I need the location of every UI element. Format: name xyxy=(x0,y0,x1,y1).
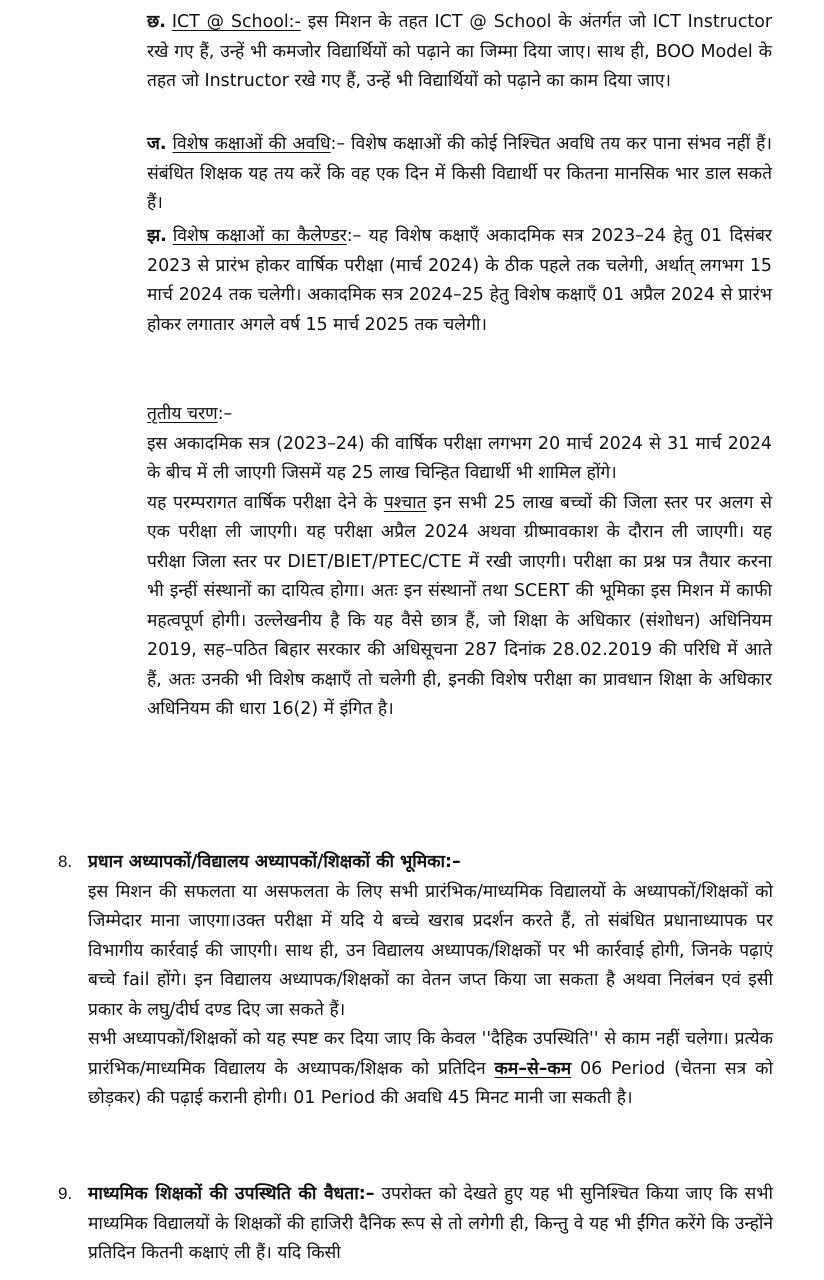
section-heading-suffix: :– xyxy=(346,226,362,246)
section-ja xyxy=(147,130,772,219)
item-heading: माध्यमिक शिक्षकों की उपस्थिति की वैधता xyxy=(88,1184,359,1204)
section-text: इस मिशन के तहत ICT @ School के अंतर्गत जो ICT Instructor रखे गए हैं, उन्हें भी कमजोर विद्यार्थियों को पढ़ाने का जिम्मा दिया जाए। साथ ही, BOO Model के तहत जो Instructor रखे गए हैं, उन्हें भी विद्यार्थियों को पढ़ाने का काम दिया जाए। xyxy=(147,12,772,91)
phase-paragraph-1: इस अकादमिक सत्र (2023–24) की वार्षिक परीक्षा लगभग 20 मार्च 2024 से 31 मार्च 2024 के बीच में ली जाएगी जिसमें यह 25 लाख चिन्हित विद्यार्थी भी शामिल होंगे। xyxy=(147,433,772,483)
section-chha xyxy=(147,8,772,97)
phase-paragraph-2-underlined: पश्चात xyxy=(383,492,427,513)
section-heading: विशेष कक्षाओं का कैलेण्डर xyxy=(172,226,347,246)
item-paragraph-2-rest: 06 Period (चेतना सत्र को छोड़कर) की पढ़ाई करानी होगी। 01 Period की अवधि 45 मिनट मानी जा सकती है। xyxy=(88,1058,773,1108)
item-paragraph-2-emphasis: कम–से–कम xyxy=(494,1058,572,1079)
section-marker: ज. xyxy=(147,134,167,154)
section-marker: झ. xyxy=(147,226,167,246)
phase-heading: तृतीय चरण xyxy=(147,404,218,424)
section-marker: छ. xyxy=(147,12,166,32)
section-text: यह विशेष कक्षाएँ अकादमिक सत्र 2023–24 हेतु 01 दिसंबर 2023 से प्रारंभ होकर वार्षिक परीक्षा (मार्च 2024) के ठीक पहले तक चलेगी, अर्थात् लगभग 15 मार्च 2024 तक चलेगी। अकादमिक सत्र 2024–25 हेतु विशेष कक्षाएँ 01 अप्रैल 2024 से प्रारंभ होकर लगातार अगले वर्ष 15 मार्च 2025 तक चलेगी। xyxy=(147,226,772,335)
item-number: 9. xyxy=(58,1184,73,1203)
section-heading: ICT @ School:- xyxy=(171,12,301,32)
phase-paragraph-2-start: यह परम्परागत वार्षिक परीक्षा देने के xyxy=(147,492,384,513)
phase-heading-suffix: :– xyxy=(217,404,233,424)
section-text: विशेष कक्षाओं की कोई निश्चित अवधि तय कर पाना संभव नहीं हैं। संबंधित शिक्षक यह तय करें कि वह एक दिन में किसी विद्यार्थी पर कितना मानसिक भार डाल सकते हैं। xyxy=(147,134,772,213)
section-item-8 xyxy=(88,848,773,1114)
section-third-phase xyxy=(147,400,772,725)
item-heading-suffix: :– xyxy=(445,852,461,872)
section-heading-suffix: :– xyxy=(330,134,346,154)
item-text: उपरोक्त को देखते हुए यह भी सुनिश्चित किया जाए कि सभी माध्यमिक विद्यालयों के शिक्षकों की हाजिरी दैनिक रूप से तो लगेगी ही, किन्तु वे यह भी ईंगित करेंगे कि उन्होंने प्रतिदिन कितनी कक्षाएं ली हैं। यदि किसी xyxy=(88,1184,773,1263)
section-item-9 xyxy=(88,1180,773,1269)
item-heading-suffix: :– xyxy=(358,1184,375,1204)
item-heading: प्रधान अध्यापकों/विद्यालय अध्यापकों/शिक्षकों की भूमिका xyxy=(88,852,445,872)
item-number: 8. xyxy=(58,852,73,871)
section-heading: विशेष कक्षाओं की अवधि xyxy=(172,134,331,154)
item-paragraph-2-start: सभी अध्यापकों/शिक्षकों को यह स्पष्ट कर दिया जाए कि केवल ''दैहिक उपस्थिति'' से काम नहीं चलेगा। प्रत्येक प्रारंभिक/माध्यमिक विद्यालय के अध्यापक/शिक्षक को प्रतिदिन xyxy=(88,1029,773,1079)
section-jha xyxy=(147,222,772,340)
phase-paragraph-2-rest: इन सभी 25 लाख बच्चों की जिला स्तर पर अलग से एक परीक्षा ली जाएगी। यह परीक्षा अप्रैल 2024 अथवा ग्रीष्मावकाश के दौरान ली जाएगी। यह परीक्षा जिला स्तर पर DIET/BIET/PTEC/CTE में रखी जाएगी। परीक्षा का प्रश्न पत्र तैयार करना भी इन्हीं संस्थानों का दायित्व होगा। अतः इन संस्थानों तथा SCERT की भूमिका इस मिशन में काफी महत्वपूर्ण होगी। उल्लेखनीय है कि यह वैसे छात्र हैं, जो शिक्षा के अधिकार (संशोधन) अधिनियम 2019, सह–पठित बिहार सरकार की अधिसूचना 287 दिनांक 28.02.2019 की परिधि में आते हैं, अतः उनकी भी विशेष कक्षाएँ तो चलेगी ही, इनकी विशेष परीक्षा का प्रावधान शिक्षा के अधिकार अधिनियम की धारा 16(2) में इंगित है। xyxy=(147,492,772,719)
item-paragraph-1: इस मिशन की सफलता या असफलता के लिए सभी प्रारंभिक/माध्यमिक विद्यालयों के अध्यापकों/शिक्षकों को जिम्मेदार माना जाएगा।उक्त परीक्षा में यदि ये बच्चे खराब प्रदर्शन करते हैं, तो संबंधित प्रधानाध्यापक पर विभागीय कार्रवाई की जाएगी। साथ ही, उन विद्यालय अध्यापक/शिक्षकों पर भी कार्रवाई होगी, जिनके पढ़ाएं बच्चे fail होंगे। इन विद्यालय अध्यापक/शिक्षकों का वेतन जप्त किया जा सकता है अथवा निलंबन एवं इसी प्रकार के लघु/दीर्घ दण्ड दिए जा सकते हैं। xyxy=(88,881,773,1020)
